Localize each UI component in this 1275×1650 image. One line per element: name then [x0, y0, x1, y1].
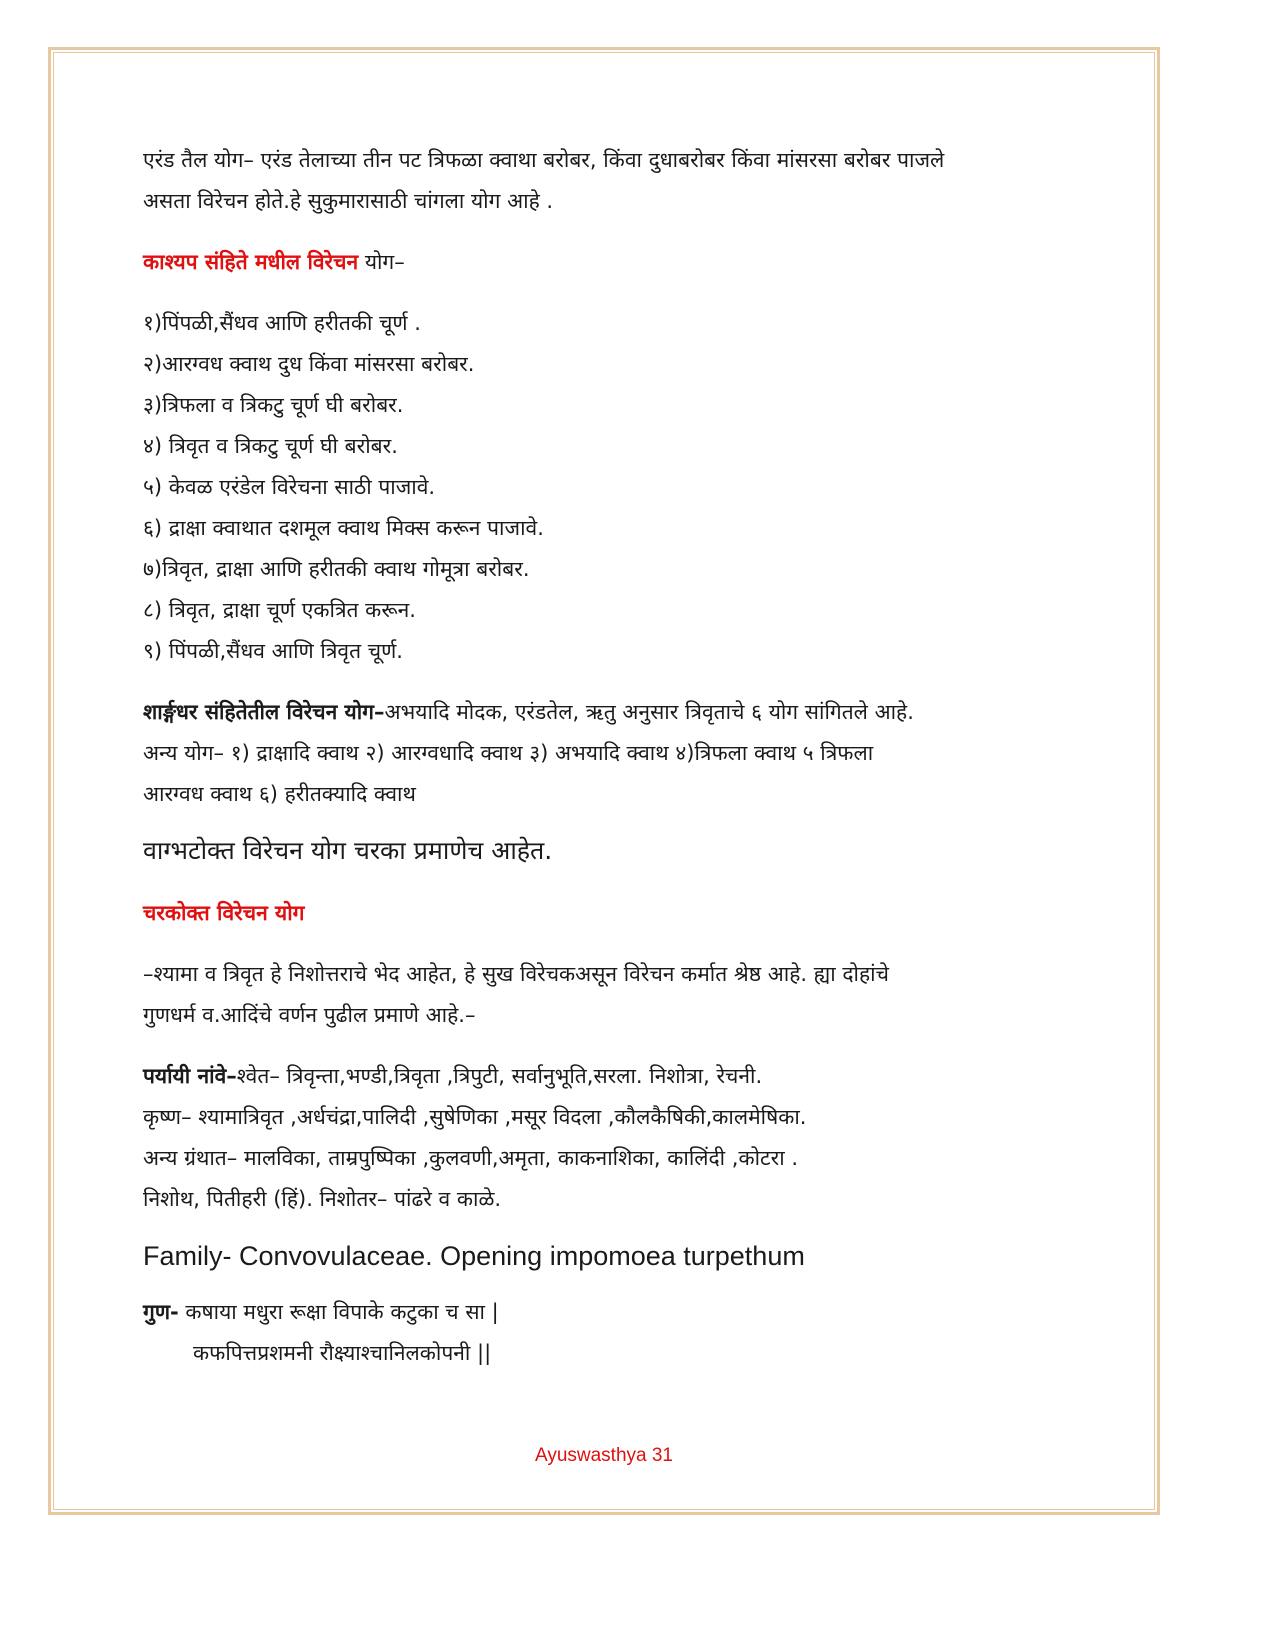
list-item: १)पिंपळी,सैंधव आणि हरीतकी चूर्ण . [143, 311, 421, 335]
kashyapa-heading-rest: योग– [358, 250, 405, 274]
list-item: ६) द्राक्षा क्वाथात दशमूल क्वाथ मिक्स करून पाजावे. [143, 516, 544, 540]
charaka-line2: गुणधर्म व.आदिंचे वर्णन पुढील प्रमाणे आहे.– [143, 1003, 476, 1027]
family-text: Family- Convovulaceae. Opening impomoea turpethum [143, 1241, 805, 1271]
kashyapa-list [143, 303, 1083, 672]
eranda-taila-text1: एरंड तेलाच्या तीन पट त्रिफळा क्वाथा बरोबर, किंवा दुधाबरोबर किंवा मांसरसा बरोबर पाजले [253, 148, 945, 172]
guna-text1: कषाया मधुरा रूक्षा विपाके कटुका च सा | [178, 1300, 499, 1324]
charaka-heading: चरकोक्त विरेचन योग [143, 901, 305, 925]
vagbhata-text: वाग्भटोक्त विरेचन योग चरका प्रमाणेच आहेत. [143, 836, 553, 865]
list-item: ३)त्रिफला व त्रिकटु चूर्ण घी बरोबर. [143, 393, 404, 417]
eranda-taila-line1 [143, 140, 1083, 181]
synonyms-line4: निशोथ, पितीहरी (हिं). निशोतर– पांढरे व काळे. [143, 1187, 502, 1211]
sharngadhara-line3: आरग्वध क्वाथ ६) हरीतक्यादि क्वाथ [143, 782, 416, 806]
list-item: ४) त्रिवृत व त्रिकटु चूर्ण घी बरोबर. [143, 434, 398, 458]
synonyms-text1: श्वेत– त्रिवृन्ता,भण्डी,त्रिवृता ,त्रिपुटी, सर्वानुभूति,सरला. निशोत्रा, रेचनी. [236, 1064, 763, 1088]
guna-line1 [143, 1292, 1083, 1333]
sharngadhara-line2: अन्य योग– १) द्राक्षादि क्वाथ २) आरग्वधादि क्वाथ ३) अभयादि क्वाथ ४)त्रिफला क्वाथ ५ त्रिफला [143, 741, 874, 765]
charaka-line1: –श्यामा व त्रिवृत हे निशोत्तराचे भेद आहेत, हे सुख विरेचकअसून विरेचन कर्मात श्रेष्ठ आहे. ह्या दोहांचे [143, 962, 889, 986]
document-body [143, 140, 1083, 1374]
synonyms-line2: कृष्ण– श्यामात्रिवृत ,अर्धचंद्रा,पालिदी ,सुषेणिका ,मसूर विदला ,कौलकैषिकी,कालमेषिका. [143, 1105, 807, 1129]
sharngadhara-heading: शार्ङ्गधर संहितेतील विरेचन योग– [143, 700, 385, 724]
list-item: २)आरग्वध क्वाथ दुध किंवा मांसरसा बरोबर. [143, 352, 475, 376]
eranda-taila-heading: एरंड तैल योग– [143, 148, 254, 172]
list-item: ९) पिंपळी,सैंधव आणि त्रिवृत चूर्ण. [143, 639, 403, 663]
sharngadhara-text1: अभयादि मोदक, एरंडतेल, ऋतु अनुसार त्रिवृताचे ६ योग सांगितले आहे. [384, 700, 914, 724]
page-footer: Ayuswasthya 31 [534, 1445, 673, 1466]
synonyms-line3: अन्य ग्रंथात– मालविका, ताम्रपुष्पिका ,कुलवणी,अमृता, काकनाशिका, कालिंदी ,कोटरा . [143, 1146, 798, 1170]
list-item: ५) केवळ एरंडेल विरेचना साठी पाजावे. [143, 475, 436, 499]
list-item: ७)त्रिवृत, द्राक्षा आणि हरीतकी क्वाथ गोमूत्रा बरोबर. [143, 557, 530, 581]
guna-heading: गुण- [143, 1300, 179, 1324]
list-item: ८) त्रिवृत, द्राक्षा चूर्ण एकत्रित करून. [143, 598, 416, 622]
guna-line2: कफपित्तप्रशमनी रौक्ष्याश्चानिलकोपनी || [193, 1341, 492, 1365]
kashyapa-heading [143, 242, 1083, 283]
kashyapa-heading-red: काश्यप संहिते मधील विरेचन [143, 250, 359, 274]
eranda-taila-line2: असता विरेचन होते.हे सुकुमारासाठी चांगला योग आहे . [143, 189, 554, 213]
synonyms-heading: पर्यायी नांवे– [143, 1064, 237, 1088]
synonyms-line1 [143, 1056, 1083, 1097]
sharngadhara-line1 [143, 692, 1083, 733]
